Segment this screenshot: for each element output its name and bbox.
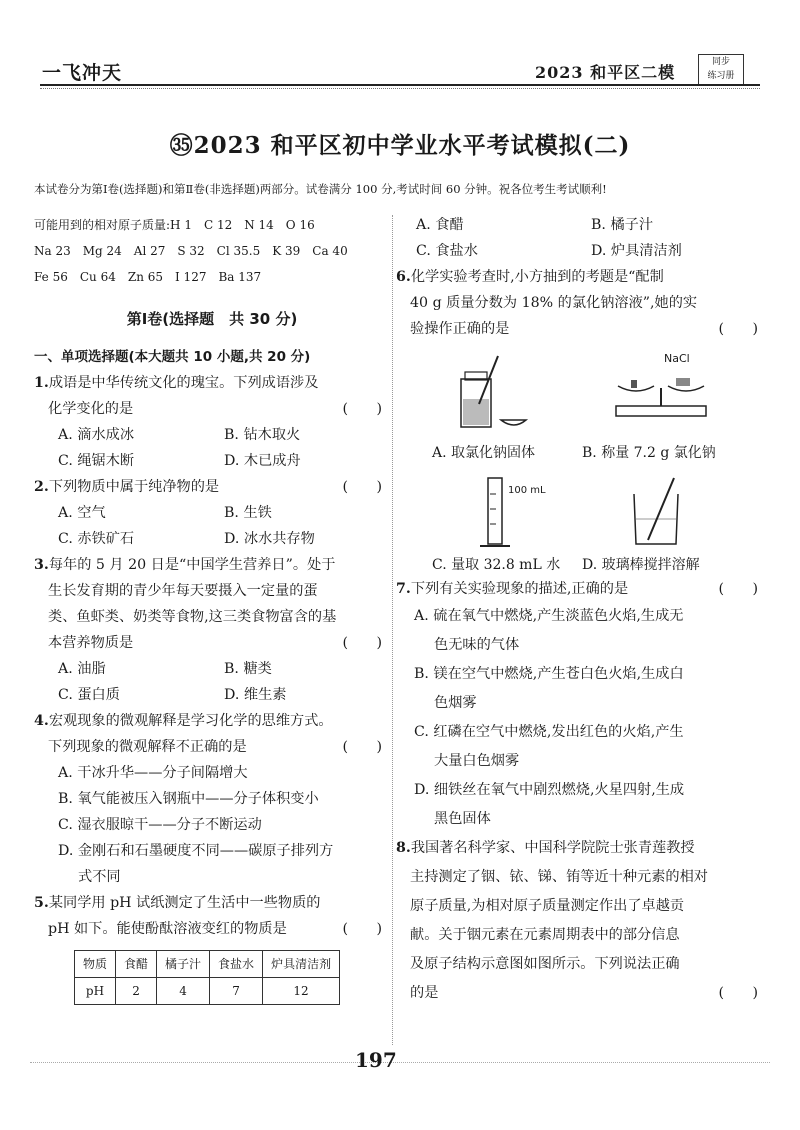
q6-stem-3: 验操作正确的是 xyxy=(410,321,510,337)
column-divider xyxy=(392,215,393,1045)
cylinder-volume-label: 100 mL xyxy=(508,485,546,496)
q1-number: 1. xyxy=(34,375,49,391)
q4-answer-bracket: ( ) xyxy=(342,739,382,755)
ph-header-cell: 食盐水 xyxy=(210,951,263,978)
question-2 xyxy=(34,474,390,552)
q3-stem-3: 类、鱼虾类、奶类等食物,这三类食物富含的基 xyxy=(48,609,337,625)
q6-number: 6. xyxy=(396,269,411,285)
q6-answer-bracket: ( ) xyxy=(718,321,758,337)
q3-option-a: A. 油脂 xyxy=(58,661,106,677)
q7-number: 7. xyxy=(396,581,411,597)
header-dotted-rule xyxy=(40,88,760,89)
q1-option-b: B. 钻木取火 xyxy=(224,427,301,443)
q8-stem-6: 的是 xyxy=(410,985,439,1001)
q5-number: 5. xyxy=(34,895,49,911)
running-title: 2023 和平区二模 xyxy=(535,63,676,82)
q1-stem-1: 成语是中华传统文化的瑰宝。下列成语涉及 xyxy=(48,375,319,391)
q4-option-d-cont: 式不同 xyxy=(78,869,121,885)
q5-option-c: C. 食盐水 xyxy=(416,243,478,259)
q2-answer-bracket: ( ) xyxy=(342,479,382,495)
q1-option-c: C. 绳锯木断 xyxy=(58,453,135,469)
ph-value-cell: 4 xyxy=(157,978,210,1005)
q1-option-a: A. 滴水成冰 xyxy=(58,427,135,443)
q6-caption-d: D. 玻璃棒搅拌溶解 xyxy=(582,557,700,573)
q6-figures xyxy=(396,346,766,576)
atomic-mass-line-3: Fe 56 Cu 64 Zn 65 I 127 Ba 137 xyxy=(34,270,262,284)
ph-value-cell: 2 xyxy=(116,978,157,1005)
page-number: 197 xyxy=(355,1048,397,1072)
ph-header-cell: 炉具清洁剂 xyxy=(263,951,340,978)
q5-option-a: A. 食醋 xyxy=(416,217,464,233)
q6-stem-1: 化学实验考查时,小方抽到的考题是“配制 xyxy=(410,269,664,285)
q7-answer-bracket: ( ) xyxy=(718,581,758,597)
q7-option-d: D. 细铁丝在氧气中剧烈燃烧,火星四射,生成 xyxy=(414,782,685,798)
ph-table-header-row xyxy=(75,951,340,978)
left-column xyxy=(34,212,390,1005)
q2-option-a: A. 空气 xyxy=(58,505,106,521)
reagent-bottle-illustration xyxy=(446,354,536,434)
q7-stem-1: 下列有关实验现象的描述,正确的是 xyxy=(410,581,629,597)
q8-stem-2: 主持测定了铟、铱、锑、铕等近十种元素的相对 xyxy=(410,869,708,885)
question-1 xyxy=(34,370,390,474)
q4-option-b: B. 氧气能被压入钢瓶中——分子体积变小 xyxy=(58,791,319,807)
ph-value-cell: 12 xyxy=(263,978,340,1005)
question-8 xyxy=(396,834,766,1008)
q5-stem-2: pH 如下。能使酚酞溶液变红的物质是 xyxy=(48,921,287,937)
q7-option-a: A. 硫在氧气中燃烧,产生淡蓝色火焰,生成无 xyxy=(414,608,684,624)
question-5 xyxy=(34,890,390,1005)
q2-stem-1: 下列物质中属于纯净物的是 xyxy=(48,479,220,495)
ph-header-cell: 物质 xyxy=(75,951,116,978)
q4-option-d: D. 金刚石和石墨硬度不同——碳原子排列方 xyxy=(58,843,334,859)
footer-rule xyxy=(30,1062,770,1063)
q2-option-b: B. 生铁 xyxy=(224,505,272,521)
q3-stem-4: 本营养物质是 xyxy=(48,635,134,651)
part-title: 一、单项选择题(本大题共 10 小题,共 20 分) xyxy=(34,349,311,365)
atomic-mass-line-1: 可能用到的相对原子质量:H 1 C 12 N 14 O 16 xyxy=(34,218,315,232)
ph-value-cell: pH xyxy=(75,978,116,1005)
q8-stem-3: 原子质量,为相对原子质量测定作出了卓越贡 xyxy=(410,898,685,914)
brand-logo: 一飞冲天 xyxy=(42,62,123,84)
q8-stem-5: 及原子结构示意图如图所示。下列说法正确 xyxy=(410,956,680,972)
q3-number: 3. xyxy=(34,557,49,573)
badge-line-1: 同步 xyxy=(711,57,730,67)
ph-value-cell: 7 xyxy=(210,978,263,1005)
ph-table-value-row xyxy=(75,978,340,1005)
q6-stem-2: 40 g 质量分数为 18% 的氯化钠溶液”,她的实 xyxy=(410,295,698,311)
ph-table xyxy=(74,950,340,1005)
right-column xyxy=(396,212,766,1008)
q4-option-a: A. 干冰升华——分子间隔增大 xyxy=(58,765,248,781)
q8-answer-bracket: ( ) xyxy=(718,985,758,1001)
q4-number: 4. xyxy=(34,713,49,729)
q5-answer-bracket: ( ) xyxy=(342,921,382,937)
q1-answer-bracket: ( ) xyxy=(342,401,382,417)
question-3 xyxy=(34,552,390,708)
q3-answer-bracket: ( ) xyxy=(342,635,382,651)
nacl-label: NaCl xyxy=(664,352,690,365)
q5-stem-1: 某同学用 pH 试纸测定了生活中一些物质的 xyxy=(48,895,321,911)
series-badge xyxy=(698,54,744,86)
q1-option-d: D. 木已成舟 xyxy=(224,453,301,469)
q6-caption-c: C. 量取 32.8 mL 水 xyxy=(432,557,561,573)
q3-option-c: C. 蛋白质 xyxy=(58,687,120,703)
q6-caption-b: B. 称量 7.2 g 氯化钠 xyxy=(582,445,716,461)
question-6 xyxy=(396,264,766,576)
q4-stem-2: 下列现象的微观解释不正确的是 xyxy=(48,739,247,755)
q2-option-d: D. 冰水共存物 xyxy=(224,531,315,547)
q7-option-d-cont: 黑色固体 xyxy=(434,811,491,827)
q3-option-b: B. 糖类 xyxy=(224,661,272,677)
q7-option-b-cont: 色烟雾 xyxy=(434,695,477,711)
q7-option-c: C. 红磷在空气中燃烧,发出红色的火焰,产生 xyxy=(414,724,684,740)
exam-instructions: 本试卷分为第Ⅰ卷(选择题)和第Ⅱ卷(非选择题)两部分。试卷满分 100 分,考试时间 60 分钟。祝各位考生考试顺利! xyxy=(34,182,607,196)
beaker-stirring-illustration xyxy=(624,474,694,554)
q7-option-a-cont: 色无味的气体 xyxy=(434,637,520,653)
header-rule xyxy=(40,84,760,86)
q3-option-d: D. 维生素 xyxy=(224,687,287,703)
section-title: 第Ⅰ卷(选择题 共 30 分) xyxy=(126,310,298,328)
q3-stem-1: 每年的 5 月 20 日是“中国学生营养日”。处于 xyxy=(48,557,336,573)
balance-illustration xyxy=(606,366,716,426)
q6-caption-a: A. 取氯化钠固体 xyxy=(432,445,536,461)
q5-option-d: D. 炉具清洁剂 xyxy=(591,243,682,259)
badge-line-2: 练习册 xyxy=(707,71,735,81)
q4-option-c: C. 湿衣服晾干——分子不断运动 xyxy=(58,817,262,833)
q4-stem-1: 宏观现象的微观解释是学习化学的思维方式。 xyxy=(48,713,333,729)
q3-stem-2: 生长发育期的青少年每天要摄入一定量的蛋 xyxy=(48,583,318,599)
q2-option-c: C. 赤铁矿石 xyxy=(58,531,135,547)
q8-stem-1: 我国著名科学家、中国科学院院士张青莲教授 xyxy=(410,840,695,856)
q5-option-b: B. 橘子汁 xyxy=(591,217,654,233)
ph-header-cell: 食醋 xyxy=(116,951,157,978)
q8-stem-4: 献。关于铟元素在元素周期表中的部分信息 xyxy=(410,927,680,943)
question-7 xyxy=(396,576,766,834)
exam-title: ㉟2023 和平区初中学业水平考试模拟(二) xyxy=(169,132,631,159)
q7-option-b: B. 镁在空气中燃烧,产生苍白色火焰,生成白 xyxy=(414,666,684,682)
q1-stem-2: 化学变化的是 xyxy=(48,401,134,417)
ph-header-cell: 橘子汁 xyxy=(157,951,210,978)
q2-number: 2. xyxy=(34,479,49,495)
q7-option-c-cont: 大量白色烟雾 xyxy=(434,753,520,769)
atomic-mass-line-2: Na 23 Mg 24 Al 27 S 32 Cl 35.5 K 39 Ca 40 xyxy=(34,244,348,258)
question-4 xyxy=(34,708,390,890)
q8-number: 8. xyxy=(396,840,411,856)
